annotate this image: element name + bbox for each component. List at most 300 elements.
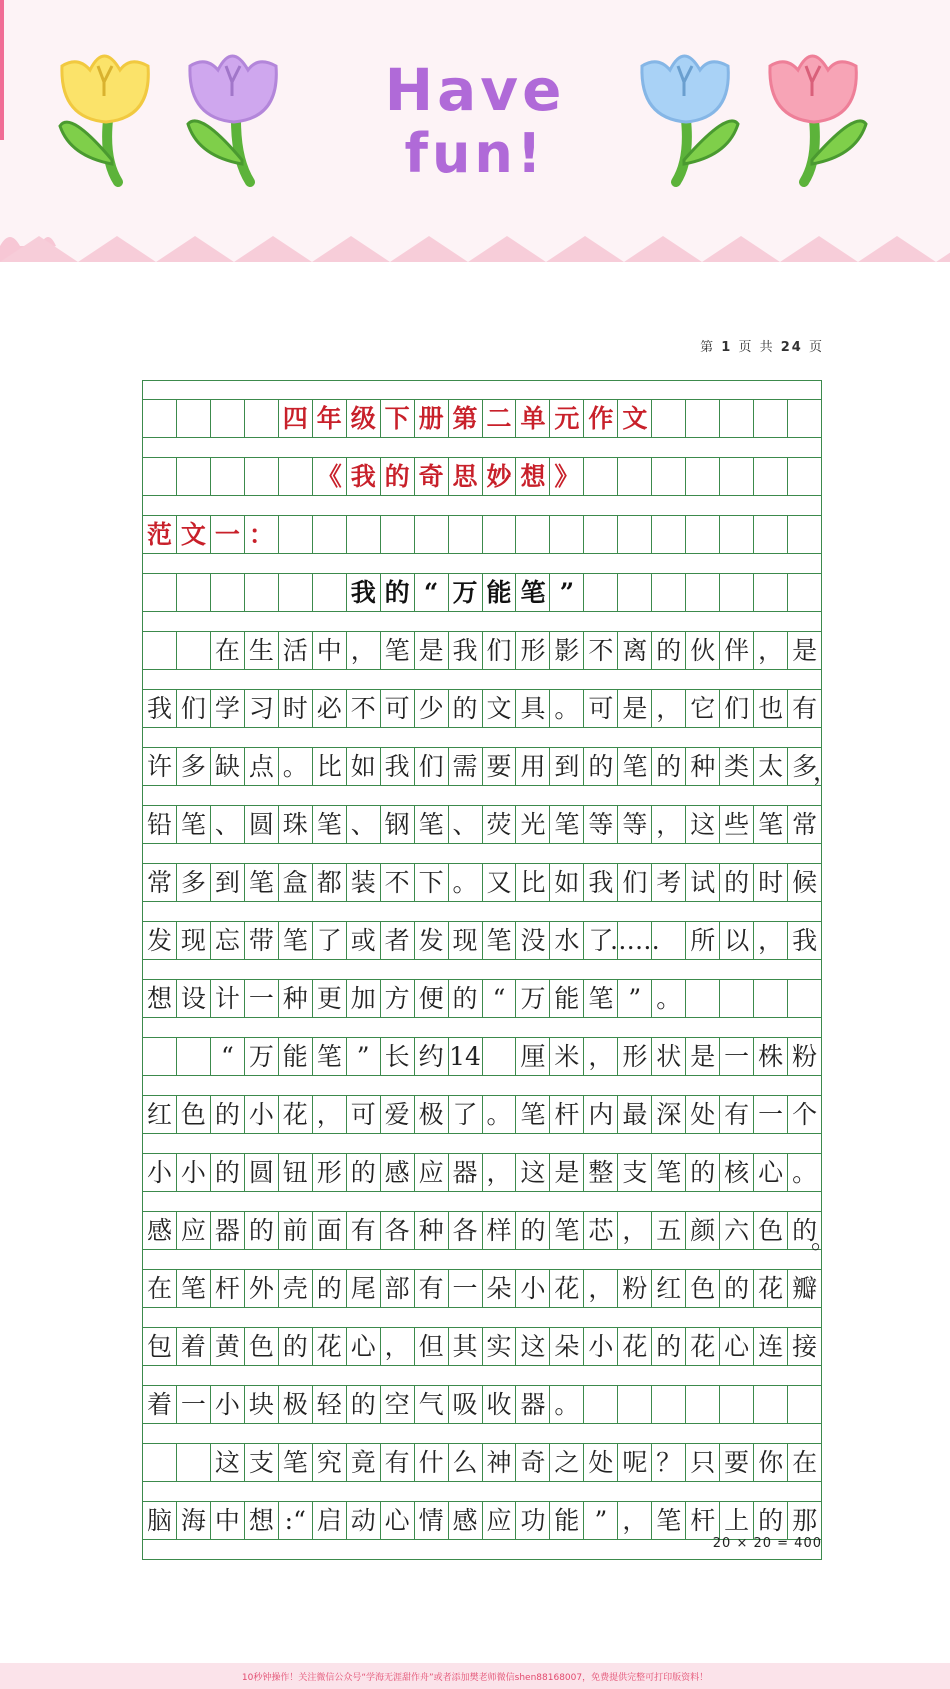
grid-cell [483,516,517,553]
grid-row-body [142,632,822,670]
grid-cell: 一 [754,1096,788,1133]
grid-cell: 现 [449,922,483,959]
grid-cell: 么 [449,1444,483,1481]
grid-cell: 文 [618,400,652,437]
grid-cell: 空 [381,1386,415,1423]
grid-spacer [142,380,822,400]
grid-cell [686,400,720,437]
grid-cell: 中 [211,1502,245,1539]
grid-cell: 一 [211,516,245,553]
grid-cell: 了 [313,922,347,959]
grid-cell [686,1386,720,1423]
page-prefix: 第 [700,340,716,355]
grid-cell [788,1386,822,1423]
grid-cell [788,516,822,553]
grid-cell [313,516,347,553]
grid-cell: 笔 [754,806,788,843]
grid-cell: 的 [381,458,415,495]
grid-row-body [142,1502,822,1540]
grid-cell: 收 [483,1386,517,1423]
grid-cell: 器 [449,1154,483,1191]
grid-cell: 整 [584,1154,618,1191]
grid-spacer [142,1076,822,1096]
page-middle: 页 共 [738,340,775,355]
grid-cell: 的 [449,980,483,1017]
grid-cell: 瓣 [788,1270,822,1307]
grid-cell: 试 [686,864,720,901]
grid-cell: 轻 [313,1386,347,1423]
grid-cell [720,980,754,1017]
grid-cell [245,574,279,611]
grid-cell [652,458,686,495]
grid-cell: 有 [720,1096,754,1133]
grid-spacer [142,438,822,458]
grid-cell: 离 [618,632,652,669]
grid-size-note: 20 × 20 = 400 [712,1536,822,1551]
grid-cell [618,1386,652,1423]
grid-cell: 的 [279,1328,313,1365]
grid-row-body [142,1212,836,1254]
grid-cell: 的 [211,1096,245,1133]
composition-grid [142,380,838,1560]
grid-cell: 的 [347,1386,381,1423]
grid-cell: 笔 [652,1502,686,1539]
grid-cell: 的 [449,690,483,727]
grid-cell: 应 [415,1154,449,1191]
grid-cell: 心 [754,1154,788,1191]
grid-cell: 、 [449,806,483,843]
grid-cell: 所 [686,922,720,959]
grid-cell: 带 [245,922,279,959]
grid-spacer [142,1366,822,1386]
grid-cell: 色 [177,1096,211,1133]
grid-cell: 可 [381,690,415,727]
grid-cell: 一 [720,1038,754,1075]
footer-notice: 10秒钟操作！关注微信公众号“学海无涯甜作舟”或者添加樊老师微信shen88168007，免费提供完整可打印版资料！ [0,1663,950,1689]
grid-cell [177,632,211,669]
grid-cell: 需 [449,748,483,785]
grid-cell: 感 [381,1154,415,1191]
grid-cell: 、 [211,806,245,843]
grid-cell: ” [550,574,584,611]
grid-cell: 颜 [686,1212,720,1249]
pink-tulip-icon [770,56,866,182]
grid-cell: 中 [313,632,347,669]
grid-cell: 少 [415,690,449,727]
grid-cell: 尾 [347,1270,381,1307]
grid-spacer [142,844,822,864]
grid-cell: 个 [788,1096,822,1133]
grid-cell: 作 [584,400,618,437]
grid-cell: 册 [415,400,449,437]
grid-cell: 文 [483,690,517,727]
grid-cell: 我 [143,690,177,727]
grid-cell: 们 [177,690,211,727]
grid-cell: 不 [584,632,618,669]
grid-cell: :“ [279,1502,313,1539]
grid-cell: 这 [686,806,720,843]
grid-cell: 杆 [211,1270,245,1307]
grid-cell: 能 [483,574,517,611]
grid-cell [652,1386,686,1423]
grid-cell: 部 [381,1270,415,1307]
grid-cell: 米 [550,1038,584,1075]
grid-cell: 小 [143,1154,177,1191]
grid-cell: 影 [550,632,584,669]
grid-cell: 笔 [177,806,211,843]
grid-cell: 各 [449,1212,483,1249]
grid-cell: 一 [177,1386,211,1423]
grid-cell [177,1038,211,1075]
grid-cell: 长 [381,1038,415,1075]
grid-cell [618,516,652,553]
overflow-punctuation: 。 [810,1225,836,1254]
grid-cell: 奇 [516,1444,550,1481]
grid-cell: 现 [177,922,211,959]
grid-cell: 脑 [143,1502,177,1539]
grid-cell: 点 [245,748,279,785]
grid-cell: 笔 [279,1444,313,1481]
grid-cell: 我 [788,922,822,959]
grid-cell: ， [584,1038,618,1075]
grid-cell [245,400,279,437]
grid-cell: 前 [279,1212,313,1249]
grid-cell: 笔 [618,748,652,785]
grid-cell: 时 [279,690,313,727]
grid-cell: 。 [788,1154,822,1191]
grid-cell: 奇 [415,458,449,495]
grid-cell: 的 [720,864,754,901]
grid-cell: 在 [788,1444,822,1481]
grid-cell: 杆 [686,1502,720,1539]
grid-row-label [142,516,822,554]
grid-cell: 花 [754,1270,788,1307]
grid-cell: 伙 [686,632,720,669]
grid-cell: 色 [754,1212,788,1249]
grid-cell: 我 [347,574,381,611]
grid-cell: 一 [245,980,279,1017]
grid-cell: 生 [245,632,279,669]
grid-cell: 有 [415,1270,449,1307]
grid-cell [177,458,211,495]
grid-cell: 比 [313,748,347,785]
grid-cell: 。 [483,1096,517,1133]
grid-cell: 。 [550,690,584,727]
grid-cell: 应 [483,1502,517,1539]
grid-cell [143,574,177,611]
grid-cell [720,400,754,437]
grid-cell: 形 [516,632,550,669]
grid-cell: 的 [516,1212,550,1249]
grid-cell: 笔 [279,922,313,959]
grid-cell: 》 [550,458,584,495]
grid-cell [788,574,822,611]
grid-cell: 思 [449,458,483,495]
grid-cell: 启 [313,1502,347,1539]
grid-cell: 必 [313,690,347,727]
grid-cell: 钢 [381,806,415,843]
grid-cell: ” [584,1502,618,1539]
grid-spacer [142,1308,822,1328]
grid-cell: 应 [177,1212,211,1249]
grid-row-body [142,1386,822,1424]
grid-spacer [142,1134,822,1154]
grid-cell: 粉 [618,1270,652,1307]
grid-cell: 更 [313,980,347,1017]
grid-cell: 要 [720,1444,754,1481]
grid-row-body [142,922,822,960]
grid-cell: 笔 [516,574,550,611]
grid-cell: 形 [618,1038,652,1075]
grid-cell: 内 [584,1096,618,1133]
grid-cell: 的 [347,1154,381,1191]
grid-cell [449,516,483,553]
grid-cell [584,574,618,611]
grid-cell: 常 [143,864,177,901]
grid-cell: 万 [449,574,483,611]
grid-cell [279,458,313,495]
grid-cell: 株 [754,1038,788,1075]
grid-cell: 心 [720,1328,754,1365]
grid-cell [754,980,788,1017]
grid-cell: 候 [788,864,822,901]
grid-cell: 只 [686,1444,720,1481]
grid-spacer [142,786,822,806]
grid-cell: 海 [177,1502,211,1539]
grid-cell: 红 [143,1096,177,1133]
grid-cell: 比 [516,864,550,901]
blue-tulip-icon [642,56,738,182]
grid-cell: 朵 [483,1270,517,1307]
grid-row-body [142,1154,822,1192]
grid-cell: 一 [449,1270,483,1307]
grid-cell [279,574,313,611]
grid-cell: 圆 [245,1154,279,1191]
grid-cell: 太 [754,748,788,785]
grid-spacer [142,1018,822,1038]
grid-cell [788,400,822,437]
grid-row-body [142,1328,822,1366]
grid-cell: 笔 [550,1212,584,1249]
grid-cell: 的 [584,748,618,785]
grid-cell: 了 [584,922,618,959]
grid-cell: 便 [415,980,449,1017]
grid-cell: ， [754,922,788,959]
grid-cell: 能 [279,1038,313,1075]
grid-cell: 笔 [483,922,517,959]
grid-cell: 习 [245,690,279,727]
grid-cell: 朵 [550,1328,584,1365]
grid-cell: 花 [313,1328,347,1365]
grid-row-subtitle [142,458,822,496]
grid-cell [483,1038,517,1075]
grid-row-body [142,748,838,786]
grid-cell: 。 [550,1386,584,1423]
grid-cell: 没 [516,922,550,959]
grid-cell: 万 [516,980,550,1017]
grid-cell: 究 [313,1444,347,1481]
grid-row-body [142,1444,822,1482]
grid-cell [686,574,720,611]
grid-cell: 连 [754,1328,788,1365]
grid-cell: 种 [686,748,720,785]
grid-cell: 种 [279,980,313,1017]
grid-cell: 是 [415,632,449,669]
grid-cell: ， [381,1328,415,1365]
grid-cell: 小 [177,1154,211,1191]
grid-cell [652,400,686,437]
grid-cell: 但 [415,1328,449,1365]
grid-cell: 杆 [550,1096,584,1133]
grid-row-title [142,400,822,438]
grid-cell: 粉 [788,1038,822,1075]
grid-cell [788,980,822,1017]
grid-cell: 笔 [245,864,279,901]
grid-cell: 。 [449,864,483,901]
grid-cell: 厘 [516,1038,550,1075]
grid-row-body [142,1038,822,1076]
grid-cell: 是 [618,690,652,727]
grid-cell: 发 [143,922,177,959]
grid-cell: 色 [245,1328,279,1365]
grid-cell: 支 [618,1154,652,1191]
grid-cell: 以 [720,922,754,959]
grid-spacer [142,554,822,574]
grid-cell: ” [347,1038,381,1075]
grid-cell: 小 [211,1386,245,1423]
grid-cell: 们 [415,748,449,785]
grid-cell [754,400,788,437]
grid-cell: 者 [381,922,415,959]
grid-cell [381,516,415,553]
grid-cell [720,516,754,553]
grid-cell: 想 [143,980,177,1017]
grid-cell: 加 [347,980,381,1017]
grid-cell: 有 [381,1444,415,1481]
grid-cell: 六 [720,1212,754,1249]
grid-cell: 是 [686,1038,720,1075]
grid-cell: 的 [652,1328,686,1365]
grid-cell [516,516,550,553]
grid-cell: 伴 [720,632,754,669]
grid-cell [211,574,245,611]
grid-cell: 设 [177,980,211,1017]
grid-cell: 多 [177,748,211,785]
grid-cell: 我 [584,864,618,901]
grid-cell: 缺 [211,748,245,785]
grid-cell: …… [618,922,652,959]
grid-cell: 爱 [381,1096,415,1133]
grid-cell: 这 [211,1444,245,1481]
grid-cell: 许 [143,748,177,785]
grid-spacer [142,728,822,748]
grid-spacer [142,496,822,516]
grid-cell: 是 [788,632,822,669]
grid-cell: 了 [449,1096,483,1133]
grid-cell [143,458,177,495]
grid-cell: 的 [652,748,686,785]
grid-cell: 盒 [279,864,313,901]
grid-cell: 处 [686,1096,720,1133]
grid-cell: 多 [788,748,822,785]
grid-cell: 感 [449,1502,483,1539]
grid-cell: 。 [652,980,686,1017]
grid-cell [652,922,686,959]
grid-row-heading [142,574,822,612]
grid-cell: 活 [279,632,313,669]
grid-cell [652,516,686,553]
page-total: 24 [780,340,803,355]
grid-cell [211,400,245,437]
grid-cell: 壳 [279,1270,313,1307]
grid-cell: 块 [245,1386,279,1423]
grid-cell: 器 [516,1386,550,1423]
grid-cell: 的 [313,1270,347,1307]
grid-cell: 笔 [313,1038,347,1075]
grid-cell: 的 [788,1212,822,1249]
grid-cell [652,574,686,611]
grid-cell: 如 [347,748,381,785]
grid-cell: 元 [550,400,584,437]
grid-cell: 状 [652,1038,686,1075]
grid-cell: 也 [754,690,788,727]
grid-cell [313,574,347,611]
grid-cell: 笔 [415,806,449,843]
grid-cell: 能 [550,980,584,1017]
grid-cell: 级 [347,400,381,437]
grid-cell: 花 [618,1328,652,1365]
grid-cell: 下 [415,864,449,901]
grid-cell: 常 [788,806,822,843]
grid-cell: 具 [516,690,550,727]
grid-cell: 之 [550,1444,584,1481]
grid-cell [686,458,720,495]
grid-cell: 是 [550,1154,584,1191]
grid-cell [143,1444,177,1481]
grid-cell [177,400,211,437]
grid-cell [143,1038,177,1075]
grid-spacer [142,1192,822,1212]
grid-cell: 动 [347,1502,381,1539]
grid-cell [143,400,177,437]
grid-row-body [142,806,822,844]
grid-cell [415,516,449,553]
grid-cell: 要 [483,748,517,785]
grid-cell: 那 [788,1502,822,1539]
grid-cell: 着 [177,1328,211,1365]
grid-cell: “ [415,574,449,611]
grid-cell [143,632,177,669]
grid-cell [754,516,788,553]
grid-cell [177,1444,211,1481]
grid-cell: 小 [584,1328,618,1365]
grid-cell: 我 [347,458,381,495]
grid-cell: 能 [550,1502,584,1539]
grid-cell: 有 [347,1212,381,1249]
grid-cell [686,980,720,1017]
grid-cell [584,516,618,553]
grid-cell: 计 [211,980,245,1017]
grid-cell: “ [483,980,517,1017]
grid-cell: 圆 [245,806,279,843]
grid-cell: 不 [381,864,415,901]
grid-cell: 文 [177,516,211,553]
grid-cell: 四 [279,400,313,437]
grid-spacer [142,1482,822,1502]
grid-spacer [142,670,822,690]
grid-cell: 学 [211,690,245,727]
grid-cell: 它 [686,690,720,727]
